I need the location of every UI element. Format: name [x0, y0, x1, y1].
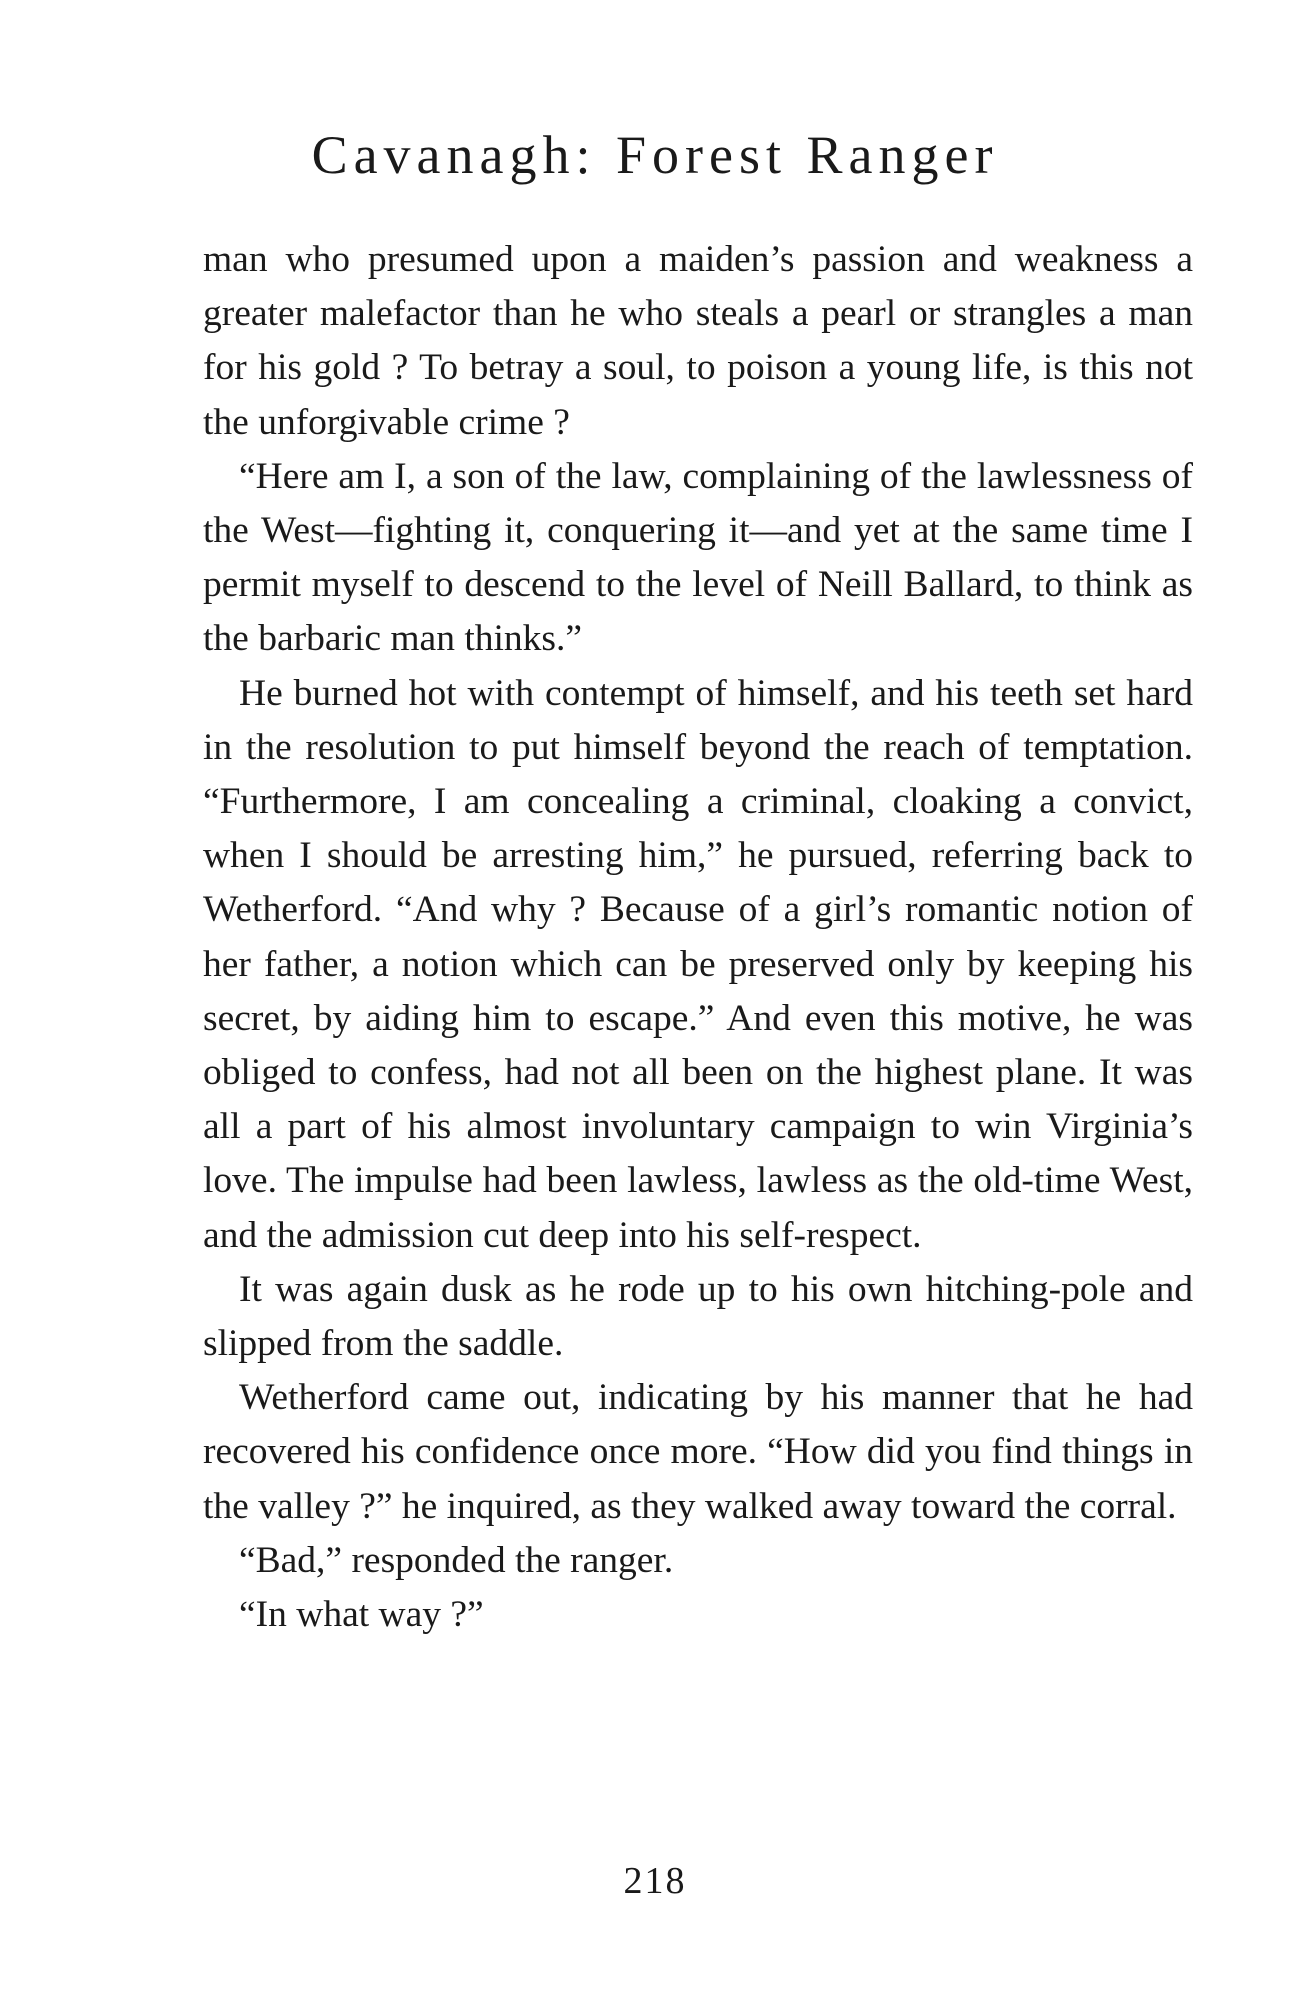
- paragraph-3: He burned hot with contempt of himself, and his teeth set hard in the resolution to put himself beyond the reach of temptation. “Furthermore, I am concealing a criminal, cloaking a convict, when I should be arresting him,” he pursued, referring back to Wetherford. “And why ? Because of a girl’s romantic notion of her father, a notion which can be preserved only by keeping his secret, by aiding him to escape.” And even this motive, he was obliged to confess, had not all been on the highest plane. It was all a part of his almost involuntary campaign to win Virginia’s love. The impulse had been lawless, lawless as the old-time West, and the admission cut deep into his self-respect.: [203, 672, 1193, 1256]
- paragraph-1: man who presumed upon a maiden’s passion and weakness a greater malefactor than he who steals a pearl or strangles a man for his gold ? To betray a soul, to poison a young life, is this not the unforgivable crime ?: [203, 239, 1193, 443]
- paragraph-6: “Bad,” responded the ranger.: [239, 1539, 674, 1581]
- paragraph-4: It was again dusk as he rode up to his own hitching-pole and slipped from the saddle.: [203, 1268, 1193, 1365]
- running-title: Cavanagh: Forest Ranger: [311, 125, 999, 185]
- page-number: 218: [623, 1860, 687, 1902]
- paragraph-7: “In what way ?”: [239, 1594, 484, 1636]
- body-text: [203, 233, 1193, 1642]
- paragraph-5: Wetherford came out, indicating by his manner that he had recovered his confidence once more. “How did you find things in the valley ?” he inquired, as they walked away toward the corral.: [203, 1377, 1193, 1527]
- paragraph-2: “Here am I, a son of the law, complaining of the lawlessness of the West—fighting it, conquering it—and yet at the same time I permit myself to descend to the level of Neill Ballard, to think as the barbaric man thinks.”: [203, 455, 1193, 660]
